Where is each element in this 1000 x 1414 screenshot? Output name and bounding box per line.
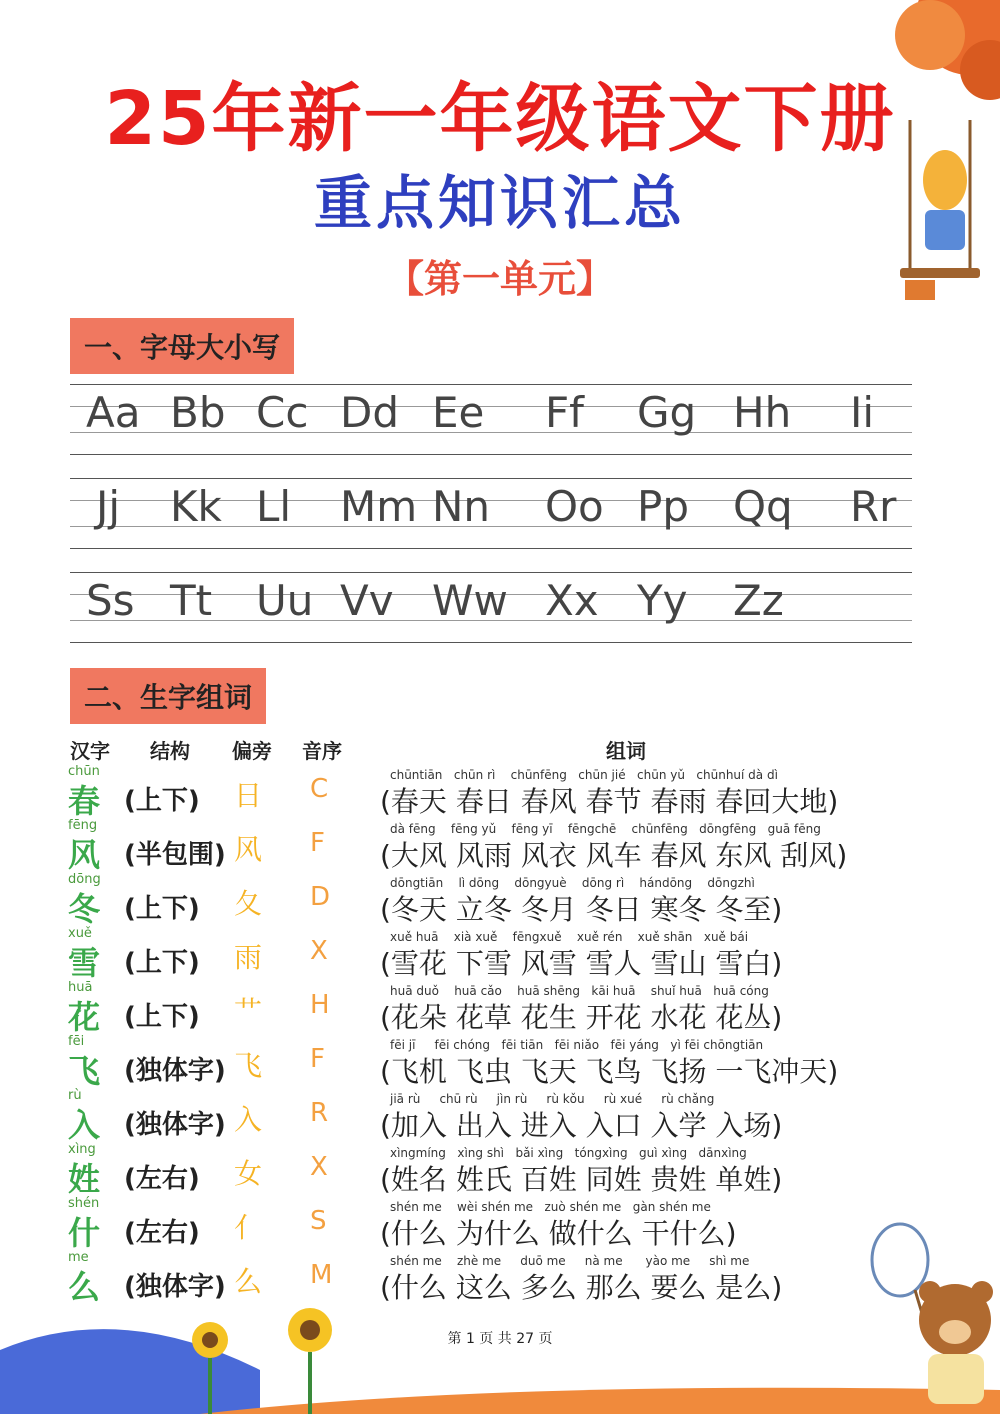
alphabet-letter-pair: Zz xyxy=(733,576,784,625)
header-structure: 结构 xyxy=(150,739,190,763)
vocab-row xyxy=(0,764,1000,818)
bear-decoration xyxy=(860,1220,1000,1414)
char-phonetic-order: F xyxy=(310,1044,325,1074)
alphabet-letter-pair: Hh xyxy=(733,388,792,437)
char-structure: (半包围) xyxy=(124,840,226,870)
alphabet-letter-pair: Xx xyxy=(545,576,599,625)
char-radical: 么 xyxy=(234,1265,263,1298)
section-heading-alphabet: 一、字母大小写 xyxy=(70,318,294,374)
char-pinyin: xìng xyxy=(68,1142,96,1157)
word-list: (什么 为什么 做什么 干什么) xyxy=(380,1217,737,1250)
vocab-row xyxy=(0,818,1000,872)
hanzi-char: 么 xyxy=(68,1268,101,1306)
alphabet-letter-pair: Gg xyxy=(637,388,697,437)
char-structure: (上下) xyxy=(124,1002,200,1032)
page-title: 25年新一年级语文下册 xyxy=(104,76,896,162)
char-phonetic-order: X xyxy=(310,936,328,966)
char-radical: 雨 xyxy=(234,941,263,974)
word-pinyin: chūntiān chūn rì chūnfēng chūn jié chūn yǔ chūnhuí dà dì xyxy=(390,768,778,782)
char-phonetic-order: S xyxy=(310,1206,327,1236)
alphabet-letter-pair: Uu xyxy=(256,576,314,625)
char-pinyin: xuě xyxy=(68,926,92,941)
char-structure: (左右) xyxy=(124,1164,200,1194)
alphabet-letter-pair: Cc xyxy=(256,388,309,437)
alphabet-letter-pair: Qq xyxy=(733,482,793,531)
alphabet-letter-pair: Ff xyxy=(545,388,584,437)
alphabet-letter-pair: Ww xyxy=(432,576,508,625)
page-subtitle: 重点知识汇总 xyxy=(313,169,686,237)
char-radical: 日 xyxy=(234,779,263,812)
word-pinyin: xuě huā xià xuě fēngxuě xuě rén xuě shān xuě bái xyxy=(390,930,749,944)
char-radical: 夂 xyxy=(234,887,263,920)
page-footer: 第 1 页 共 27 页 xyxy=(447,1331,553,1347)
char-structure: (上下) xyxy=(124,786,200,816)
char-structure: (独体字) xyxy=(124,1056,226,1086)
alphabet-letter-pair: Pp xyxy=(637,482,689,531)
hanzi-char: 春 xyxy=(68,782,101,820)
word-pinyin: jiā rù chū rù jìn rù rù kǒu rù xué rù chǎng xyxy=(390,1092,715,1106)
vocab-row xyxy=(0,1034,1000,1088)
hanzi-char: 风 xyxy=(68,836,101,874)
char-phonetic-order: D xyxy=(310,882,331,912)
vocab-row xyxy=(0,872,1000,926)
alphabet-letter-pair: Vv xyxy=(340,576,394,625)
vocab-row xyxy=(0,926,1000,980)
char-pinyin: me xyxy=(68,1250,89,1265)
vocab-row xyxy=(0,980,1000,1034)
alphabet-letter-pair: Dd xyxy=(340,388,400,437)
alphabet-letter-pair: Ll xyxy=(256,482,292,531)
vocab-row xyxy=(0,1196,1000,1250)
char-pinyin: rù xyxy=(68,1088,82,1103)
char-radical: 飞 xyxy=(234,1049,263,1082)
header-order: 音序 xyxy=(302,739,342,763)
alphabet-letter-pair: Bb xyxy=(170,388,226,437)
alphabet-letter-pair: Kk xyxy=(170,482,222,531)
char-phonetic-order: M xyxy=(310,1260,333,1290)
alphabet-letter-pair: Mm xyxy=(340,482,418,531)
word-list: (大风 风雨 风衣 风车 春风 东风 刮风) xyxy=(380,839,848,872)
word-pinyin: shén me wèi shén me zuò shén me gàn shén me xyxy=(390,1200,711,1214)
word-list: (加入 出入 进入 入口 入学 入场) xyxy=(380,1109,783,1142)
word-list: (雪花 下雪 风雪 雪人 雪山 雪白) xyxy=(380,947,783,980)
char-phonetic-order: C xyxy=(310,774,329,804)
hanzi-char: 什 xyxy=(68,1214,101,1252)
alphabet-letter-pair: Nn xyxy=(432,482,491,531)
char-radical: 艹 xyxy=(234,995,263,1028)
word-pinyin: shén me zhè me duō me nà me yào me shì me xyxy=(390,1254,750,1268)
char-pinyin: dōng xyxy=(68,872,101,887)
landscape-decoration xyxy=(0,1290,1000,1414)
header-words: 组词 xyxy=(606,739,646,763)
char-pinyin: chūn xyxy=(68,764,100,779)
unit-label: 【第一单元】 xyxy=(385,257,614,301)
hanzi-char: 姓 xyxy=(68,1160,101,1198)
alphabet-letter-pair: Jj xyxy=(96,482,121,531)
char-pinyin: fēng xyxy=(68,818,98,833)
vocab-row xyxy=(0,1088,1000,1142)
word-pinyin: fēi jī fēi chóng fēi tiān fēi niǎo fēi yáng yì fēi chōngtiān xyxy=(390,1038,764,1052)
char-radical: 风 xyxy=(234,833,263,866)
alphabet-row xyxy=(70,478,912,548)
word-list: (冬天 立冬 冬月 冬日 寒冬 冬至) xyxy=(380,893,783,926)
alphabet-letter-pair: Tt xyxy=(170,576,213,625)
char-structure: (上下) xyxy=(124,894,200,924)
word-pinyin: huā duǒ huā cǎo huā shēng kāi huā shuǐ huā huā cóng xyxy=(390,984,769,998)
hanzi-char: 冬 xyxy=(68,890,101,928)
alphabet-letter-pair: Yy xyxy=(637,576,688,625)
section-heading-words: 二、生字组词 xyxy=(70,668,266,724)
char-structure: (独体字) xyxy=(124,1110,226,1140)
char-pinyin: fēi xyxy=(68,1034,85,1049)
hanzi-char: 花 xyxy=(68,998,101,1036)
char-pinyin: shén xyxy=(68,1196,100,1211)
word-list: (飞机 飞虫 飞天 飞鸟 飞扬 一飞冲天) xyxy=(380,1055,839,1088)
word-pinyin: dà fēng fēng yǔ fēng yī fēngchē chūnfēng dōngfēng guā fēng xyxy=(390,822,821,836)
char-structure: (上下) xyxy=(124,948,200,978)
alphabet-row xyxy=(70,384,912,454)
alphabet-letter-pair: Rr xyxy=(850,482,897,531)
char-radical: 亻 xyxy=(234,1211,263,1244)
alphabet-row xyxy=(70,572,912,642)
word-list: (姓名 姓氏 百姓 同姓 贵姓 单姓) xyxy=(380,1163,783,1196)
alphabet-letter-pair: Ss xyxy=(86,576,135,625)
char-phonetic-order: H xyxy=(310,990,330,1020)
alphabet-letter-pair: Oo xyxy=(545,482,604,531)
header-radical: 偏旁 xyxy=(232,739,272,763)
char-phonetic-order: F xyxy=(310,828,325,858)
alphabet-letter-pair: Aa xyxy=(86,388,141,437)
char-radical: 女 xyxy=(234,1157,263,1190)
char-phonetic-order: R xyxy=(310,1098,329,1128)
hanzi-char: 入 xyxy=(68,1106,101,1144)
word-list: (什么 这么 多么 那么 要么 是么) xyxy=(380,1271,783,1304)
word-pinyin: xìngmíng xìng shì bǎi xìng tóngxìng guì xìng dānxìng xyxy=(390,1146,747,1160)
char-radical: 入 xyxy=(234,1103,263,1136)
vocab-row xyxy=(0,1142,1000,1196)
header-char: 汉字 xyxy=(70,739,110,763)
alphabet-letter-pair: Ee xyxy=(432,388,485,437)
char-phonetic-order: X xyxy=(310,1152,328,1182)
word-list: (花朵 花草 花生 开花 水花 花丛) xyxy=(380,1001,783,1034)
word-pinyin: dōngtiān lì dōng dōngyuè dōng rì hándōng dōngzhì xyxy=(390,876,755,890)
hanzi-char: 雪 xyxy=(68,944,101,982)
word-list: (春天 春日 春风 春节 春雨 春回大地) xyxy=(380,785,839,818)
char-structure: (独体字) xyxy=(124,1272,226,1302)
char-structure: (左右) xyxy=(124,1218,200,1248)
hanzi-char: 飞 xyxy=(68,1052,101,1090)
char-pinyin: huā xyxy=(68,980,93,995)
alphabet-letter-pair: Ii xyxy=(850,388,875,437)
